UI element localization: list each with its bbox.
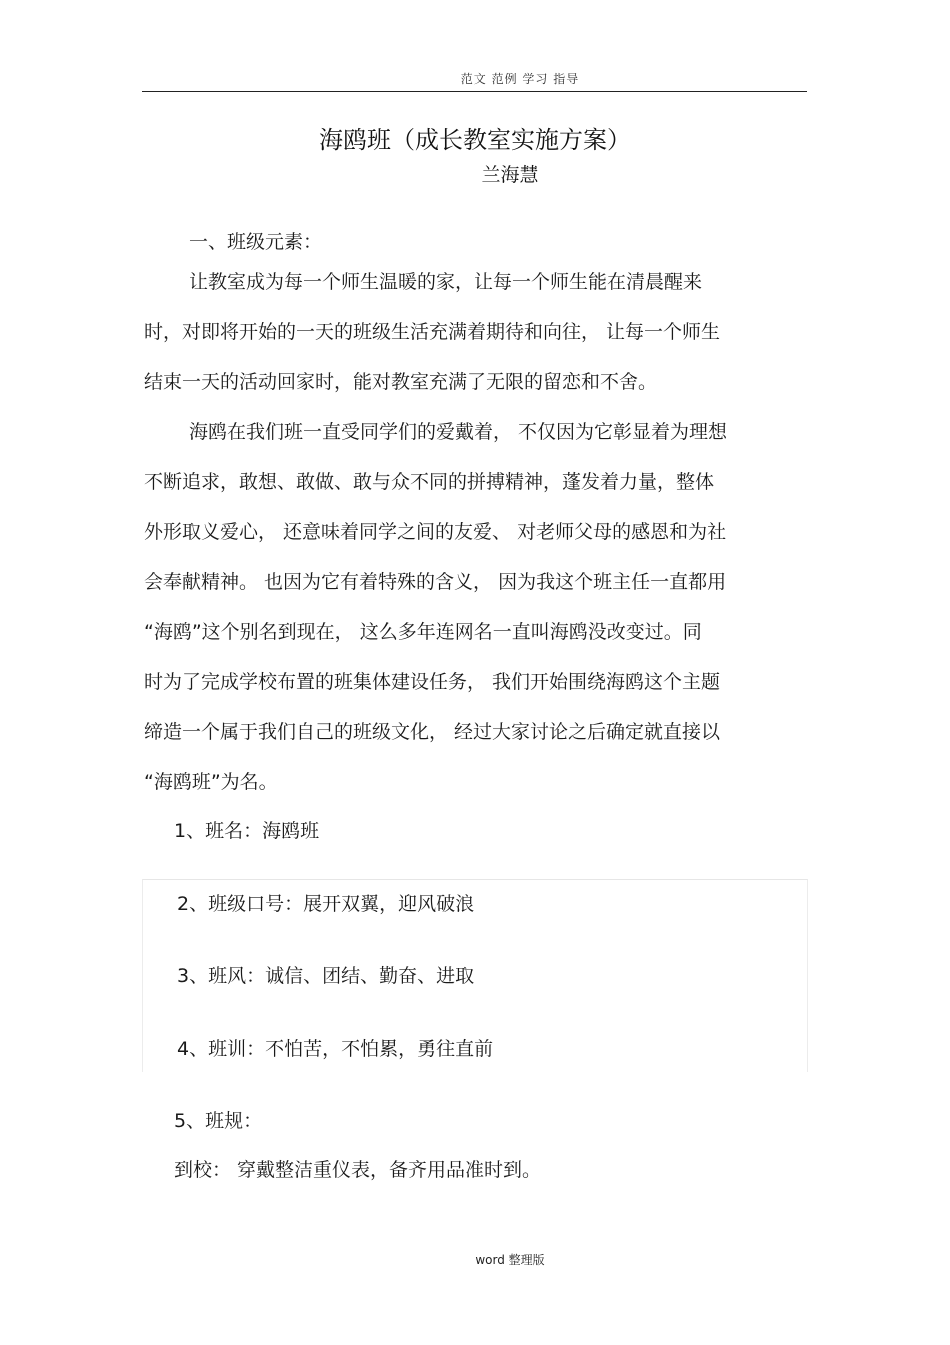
page-header: 范文 范例 学习 指导 xyxy=(460,72,580,86)
paragraph-line: 让教室成为每一个师生温暖的家，让每一个师生能在清晨醒来 xyxy=(189,271,703,293)
list-item-class-motto: 4、班训：不怕苦，不怕累，勇往直前 xyxy=(177,1038,494,1060)
paragraph-line: 时，对即将开始的一天的班级生活充满着期待和向往， 让每一个师生 xyxy=(144,321,721,343)
list-item-class-rules: 5、班规： xyxy=(174,1110,263,1132)
rule-item-arrival: 到校： 穿戴整洁重仪表，备齐用品准时到。 xyxy=(174,1159,542,1181)
page-footer: word 整理版 xyxy=(475,1253,545,1267)
document-author: 兰海慧 xyxy=(481,164,539,186)
list-item-class-name: 1、班名：海鸥班 xyxy=(174,820,320,842)
paragraph-line: 结束一天的活动回家时，能对教室充满了无限的留恋和不舍。 xyxy=(144,371,658,393)
paragraph-line: 海鸥在我们班一直受同学们的爱戴着， 不仅因为它彰显着为理想 xyxy=(189,421,728,443)
paragraph-line: 不断追求，敢想、敢做、敢与众不同的拼搏精神，蓬发着力量，整体 xyxy=(144,471,715,493)
header-divider xyxy=(142,91,807,92)
list-item-slogan: 2、班级口号：展开双翼，迎风破浪 xyxy=(177,893,475,915)
document-title: 海鸥班（成长教室实施方案） xyxy=(319,126,631,154)
paragraph-line: “海鸥班”为名。 xyxy=(144,771,278,793)
list-item-class-style: 3、班风：诚信、团结、勤奋、进取 xyxy=(177,965,475,987)
paragraph-line: 会奉献精神。 也因为它有着特殊的含义， 因为我这个班主任一直都用 xyxy=(144,571,727,593)
section-heading: 一、班级元素： xyxy=(189,231,323,253)
paragraph-line: 缔造一个属于我们自己的班级文化， 经过大家讨论之后确定就直接以 xyxy=(144,721,721,743)
paragraph-line: 外形取义爱心， 还意味着同学之间的友爱、 对老师父母的感恩和为社 xyxy=(144,521,727,543)
paragraph-line: 时为了完成学校布置的班集体建设任务， 我们开始围绕海鸥这个主题 xyxy=(144,671,721,693)
paragraph-line: “海鸥”这个别名到现在， 这么多年连网名一直叫海鸥没改变过。同 xyxy=(144,621,702,643)
